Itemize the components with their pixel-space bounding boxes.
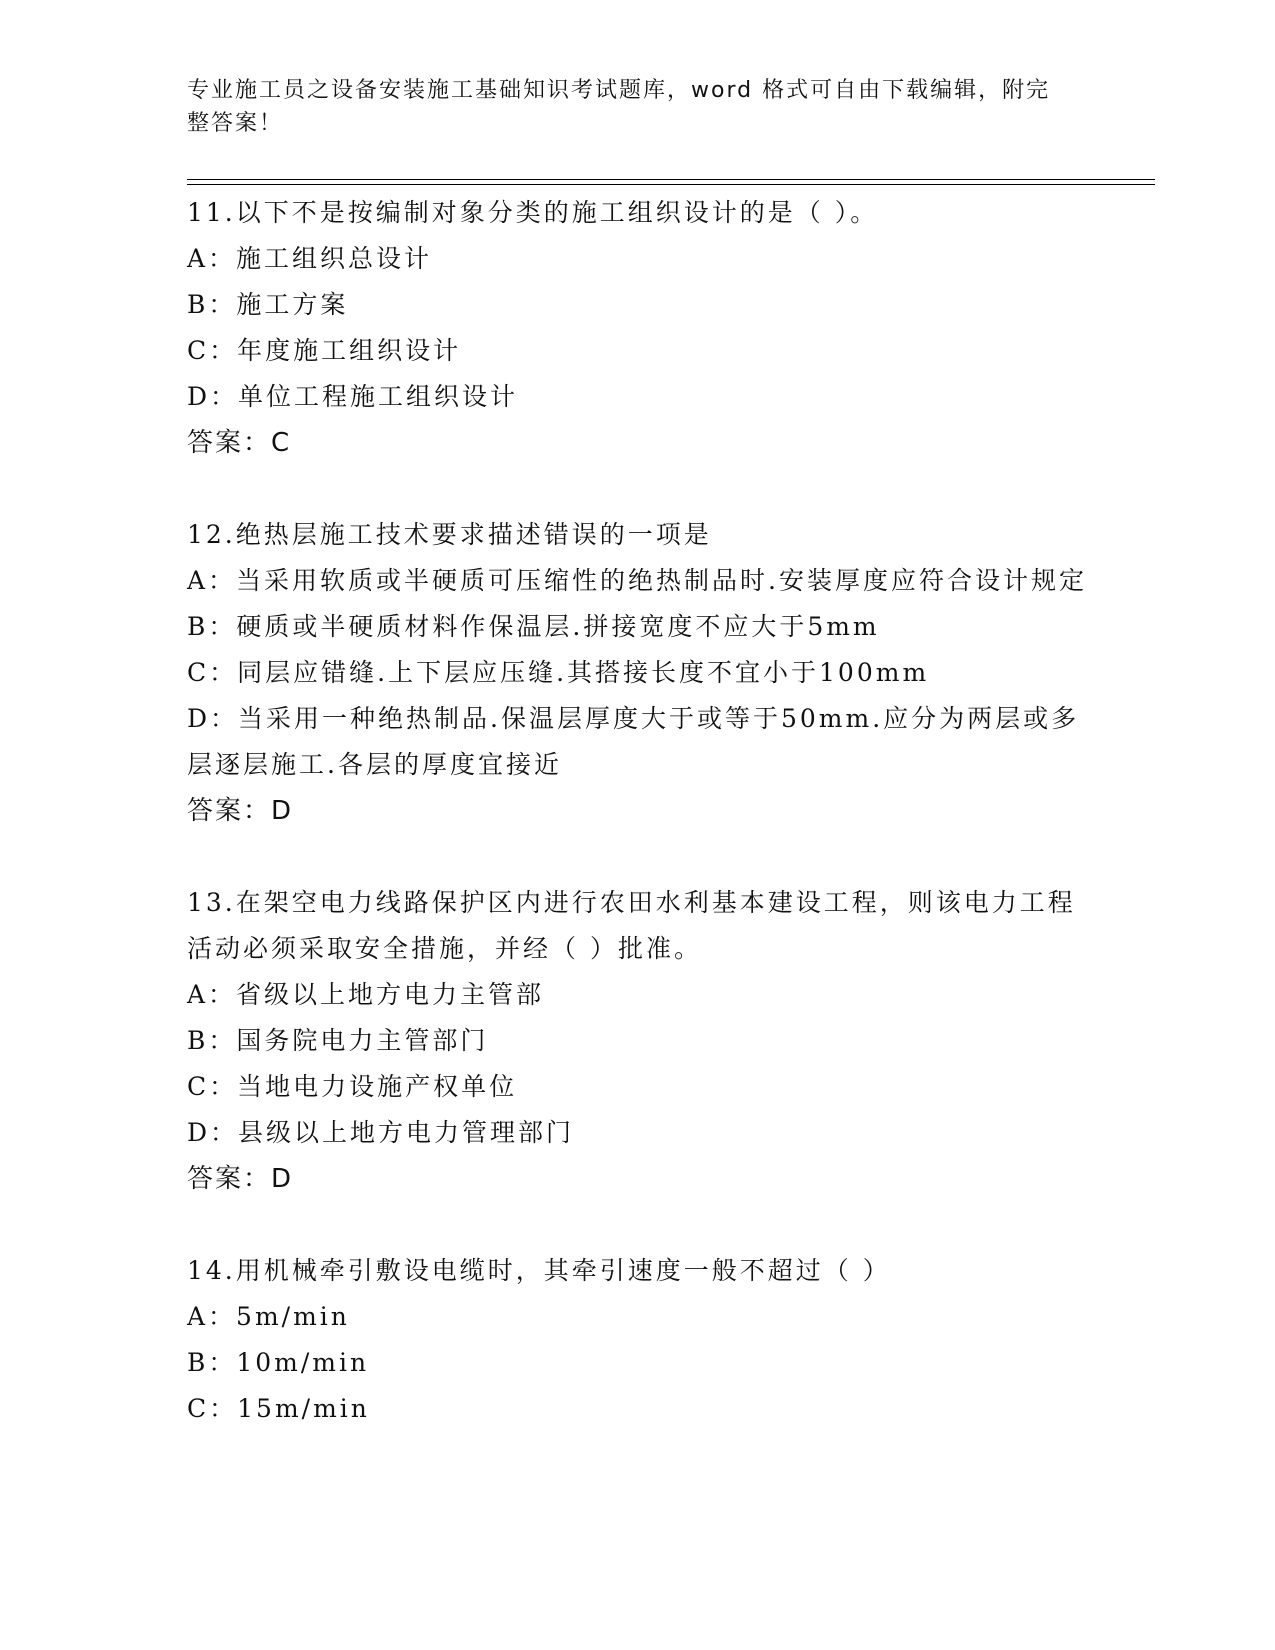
option-a: A：当采用软质或半硬质可压缩性的绝热制品时.安装厚度应符合设计规定 bbox=[187, 566, 1088, 595]
question-14 bbox=[187, 1248, 1087, 1432]
option-c: C：15m/min bbox=[187, 1394, 370, 1423]
header-line-2: 整答案！ bbox=[187, 111, 284, 136]
option-b: B：国务院电力主管部门 bbox=[187, 1026, 489, 1055]
option-a: A：省级以上地方电力主管部 bbox=[187, 980, 545, 1009]
question-11 bbox=[187, 190, 1087, 466]
option-a: A：施工组织总设计 bbox=[187, 244, 433, 273]
answer-label: 答案：D bbox=[187, 1164, 294, 1194]
option-d: D：当采用一种绝热制品.保温层厚度大于或等于50mm.应分为两层或多层逐层施工.各层的厚度宜接近 bbox=[187, 704, 1080, 779]
header-divider bbox=[187, 179, 1155, 185]
question-stem: 14.用机械牵引敷设电缆时，其牵引速度一般不超过（ ） bbox=[187, 1256, 891, 1285]
question-stem: 13.在架空电力线路保护区内进行农田水利基本建设工程，则该电力工程活动必须采取安全措施，并经（ ）批准。 bbox=[187, 888, 1076, 963]
question-list bbox=[187, 190, 1087, 1432]
header-line-1: 专业施工员之设备安装施工基础知识考试题库，word 格式可自由下载编辑，附完 bbox=[187, 78, 1051, 103]
document-header bbox=[187, 74, 1067, 140]
option-d: D：县级以上地方电力管理部门 bbox=[187, 1118, 575, 1147]
option-c: C：年度施工组织设计 bbox=[187, 336, 462, 365]
question-13 bbox=[187, 880, 1087, 1202]
answer-label: 答案：D bbox=[187, 796, 294, 826]
question-stem: 12.绝热层施工技术要求描述错误的一项是 bbox=[187, 520, 712, 549]
option-b: B：10m/min bbox=[187, 1348, 370, 1377]
option-a: A：5m/min bbox=[187, 1302, 350, 1331]
question-12 bbox=[187, 512, 1087, 834]
option-b: B：施工方案 bbox=[187, 290, 349, 319]
question-stem: 11.以下不是按编制对象分类的施工组织设计的是（ ）。 bbox=[187, 198, 879, 227]
answer-label: 答案：C bbox=[187, 428, 292, 458]
option-c: C：当地电力设施产权单位 bbox=[187, 1072, 518, 1101]
option-c: C：同层应错缝.上下层应压缝.其搭接长度不宜小于100mm bbox=[187, 658, 930, 687]
option-d: D：单位工程施工组织设计 bbox=[187, 382, 519, 411]
option-b: B：硬质或半硬质材料作保温层.拼接宽度不应大于5mm bbox=[187, 612, 880, 641]
